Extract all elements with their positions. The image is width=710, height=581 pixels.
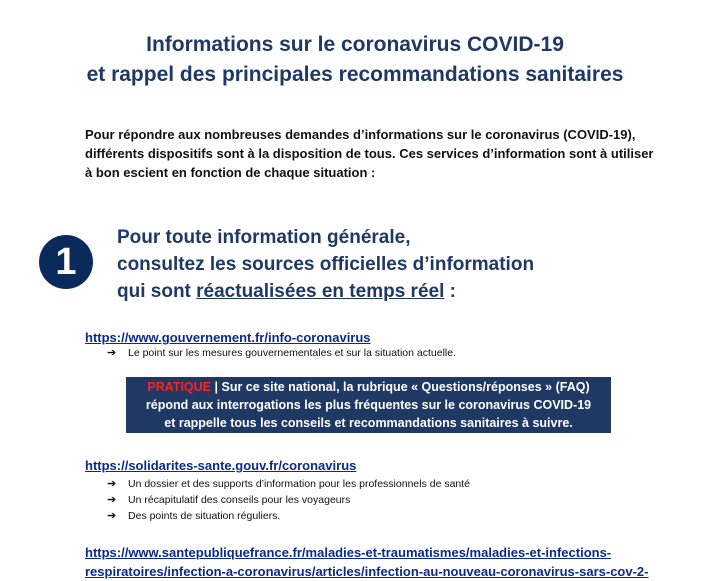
solidarites-bullets [107,476,470,524]
list-item: ➔ Un dossier et des supports d’information pour les professionnels de santé [107,478,471,490]
realtime-underlined: réactualisées en temps réel [196,281,445,302]
intro-paragraph: Pour répondre aux nombreuses demandes d’informations sur le coronavirus (COVID-19), différents dispositifs sont à la disposition de tous. Ces services d’information sont à utiliser à bon escient en fonction de chaque situation : [85,127,654,180]
section-number-badge: 1 [39,235,93,289]
pratique-callout: PRATIQUE | Sur ce site national, la rubrique « Questions/réponses » (FAQ) répond aux interrogations les plus fréquentes sur le coronavirus COVID-19 et rappelle tous les conseils et recommandations sanitaires à suivre. [126,377,611,433]
list-item: ➔ Des points de situation réguliers. [107,510,281,522]
right-arrow-icon: ➔ [107,347,117,359]
santepubliquefrance-link[interactable]: https://www.santepubliquefrance.fr/maladies-et-traumatismes/maladies-et-infections- respiratoires/infection-a-coronavirus/articles/infection-au-nouveau-coronavirus-sars-cov-2- [85,545,649,579]
pratique-tag: PRATIQUE [147,380,212,394]
section-heading: Pour toute information générale, consultez les sources officielles d’information qui sont réactualisées en temps réel : [117,227,535,302]
right-arrow-icon: ➔ [107,510,117,522]
right-arrow-icon: ➔ [107,478,117,490]
title-line-2: et rappel des principales recommandations sanitaires [86,63,624,86]
right-arrow-icon: ➔ [107,494,117,506]
list-item: ➔ Le point sur les mesures gouvernementales et sur la situation actuelle. [107,347,457,359]
page-title [0,30,710,90]
title-line-1: Informations sur le coronavirus COVID-19 [146,33,564,56]
solidarites-sante-link[interactable]: https://solidarites-sante.gouv.fr/coronavirus [85,458,357,473]
gouvernement-link[interactable]: https://www.gouvernement.fr/info-coronavirus [85,330,371,345]
list-item: ➔ Un récapitulatif des conseils pour les voyageurs [107,494,351,506]
gouvernement-bullets [107,345,456,361]
